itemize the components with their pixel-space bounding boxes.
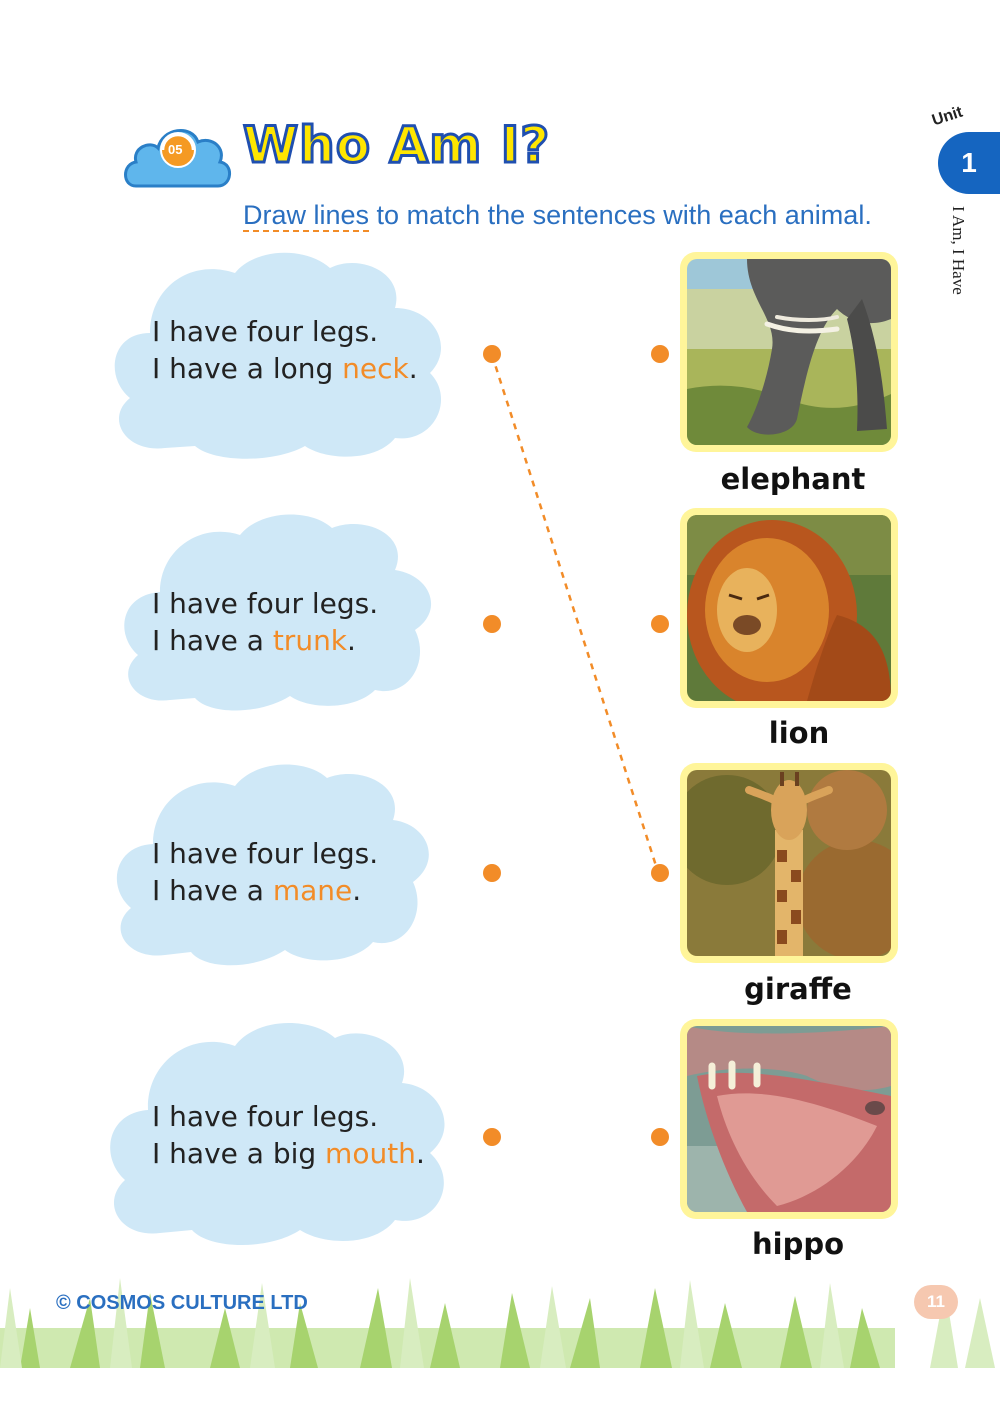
sentence-cloud-2 (110, 510, 470, 720)
animal-label-giraffe: giraffe (744, 972, 852, 1006)
elephant-photo (687, 259, 891, 445)
grass-decoration (0, 1268, 1000, 1368)
keyword: mouth (325, 1137, 416, 1170)
unit-label: Unit (929, 103, 965, 130)
match-dot-sentence-4[interactable] (483, 1128, 501, 1146)
sentence-text (152, 1098, 425, 1172)
lion-illustration (687, 515, 891, 701)
match-dot-sentence-2[interactable] (483, 615, 501, 633)
keyword: neck (342, 352, 409, 385)
keyword: mane (272, 874, 353, 907)
match-dot-animal-3[interactable] (651, 864, 669, 882)
photo-frame-giraffe (680, 763, 898, 963)
match-dot-animal-2[interactable] (651, 615, 669, 633)
photo-frame-elephant (680, 252, 898, 452)
sentence-line-2: I have a big mouth. (152, 1137, 425, 1170)
instruction-emphasis: Draw lines (243, 200, 370, 230)
sentence-line-1: I have four legs. (152, 1100, 379, 1133)
hippo-photo (687, 1026, 891, 1212)
copyright-text: © COSMOS CULTURE LTD (56, 1292, 308, 1314)
match-dot-animal-1[interactable] (651, 345, 669, 363)
instruction-text (243, 200, 872, 231)
page-number: 11 (914, 1285, 958, 1319)
sentence-cloud-3 (105, 760, 465, 970)
lion-photo (687, 515, 891, 701)
track-number: 05 (168, 142, 183, 157)
giraffe-illustration (687, 770, 891, 956)
animal-label-hippo: hippo (751, 1227, 845, 1261)
sentence-line-2: I have a mane. (152, 874, 362, 907)
sentence-cloud-4 (100, 1018, 480, 1248)
sentence-text (152, 835, 378, 909)
audio-track-badge[interactable] (122, 120, 234, 192)
instruction-rest: to match the sentences with each animal. (369, 200, 872, 230)
sentence-cloud-1 (105, 248, 465, 458)
elephant-illustration (687, 259, 891, 445)
page-title: Who Am I? (243, 116, 551, 174)
match-dot-sentence-3[interactable] (483, 864, 501, 882)
sentence-line-2: I have a trunk. (152, 624, 356, 657)
photo-frame-hippo (680, 1019, 898, 1219)
sentence-line-1: I have four legs. (152, 837, 379, 870)
animal-label-elephant: elephant (720, 462, 866, 496)
sentence-line-1: I have four legs. (152, 315, 379, 348)
unit-subtitle: I Am, I Have (949, 206, 968, 295)
hippo-illustration (687, 1026, 891, 1212)
match-dot-sentence-1[interactable] (483, 345, 501, 363)
sentence-line-1: I have four legs. (152, 587, 379, 620)
giraffe-photo (687, 770, 891, 956)
sentence-line-2: I have a long neck. (152, 352, 418, 385)
photo-frame-lion (680, 508, 898, 708)
sentence-text (152, 313, 418, 387)
match-dot-animal-4[interactable] (651, 1128, 669, 1146)
animal-label-lion: lion (768, 716, 830, 750)
keyword: trunk (272, 624, 348, 657)
example-match-line (480, 345, 680, 885)
sentence-text (152, 585, 378, 659)
unit-number-badge: 1 (938, 132, 1000, 194)
